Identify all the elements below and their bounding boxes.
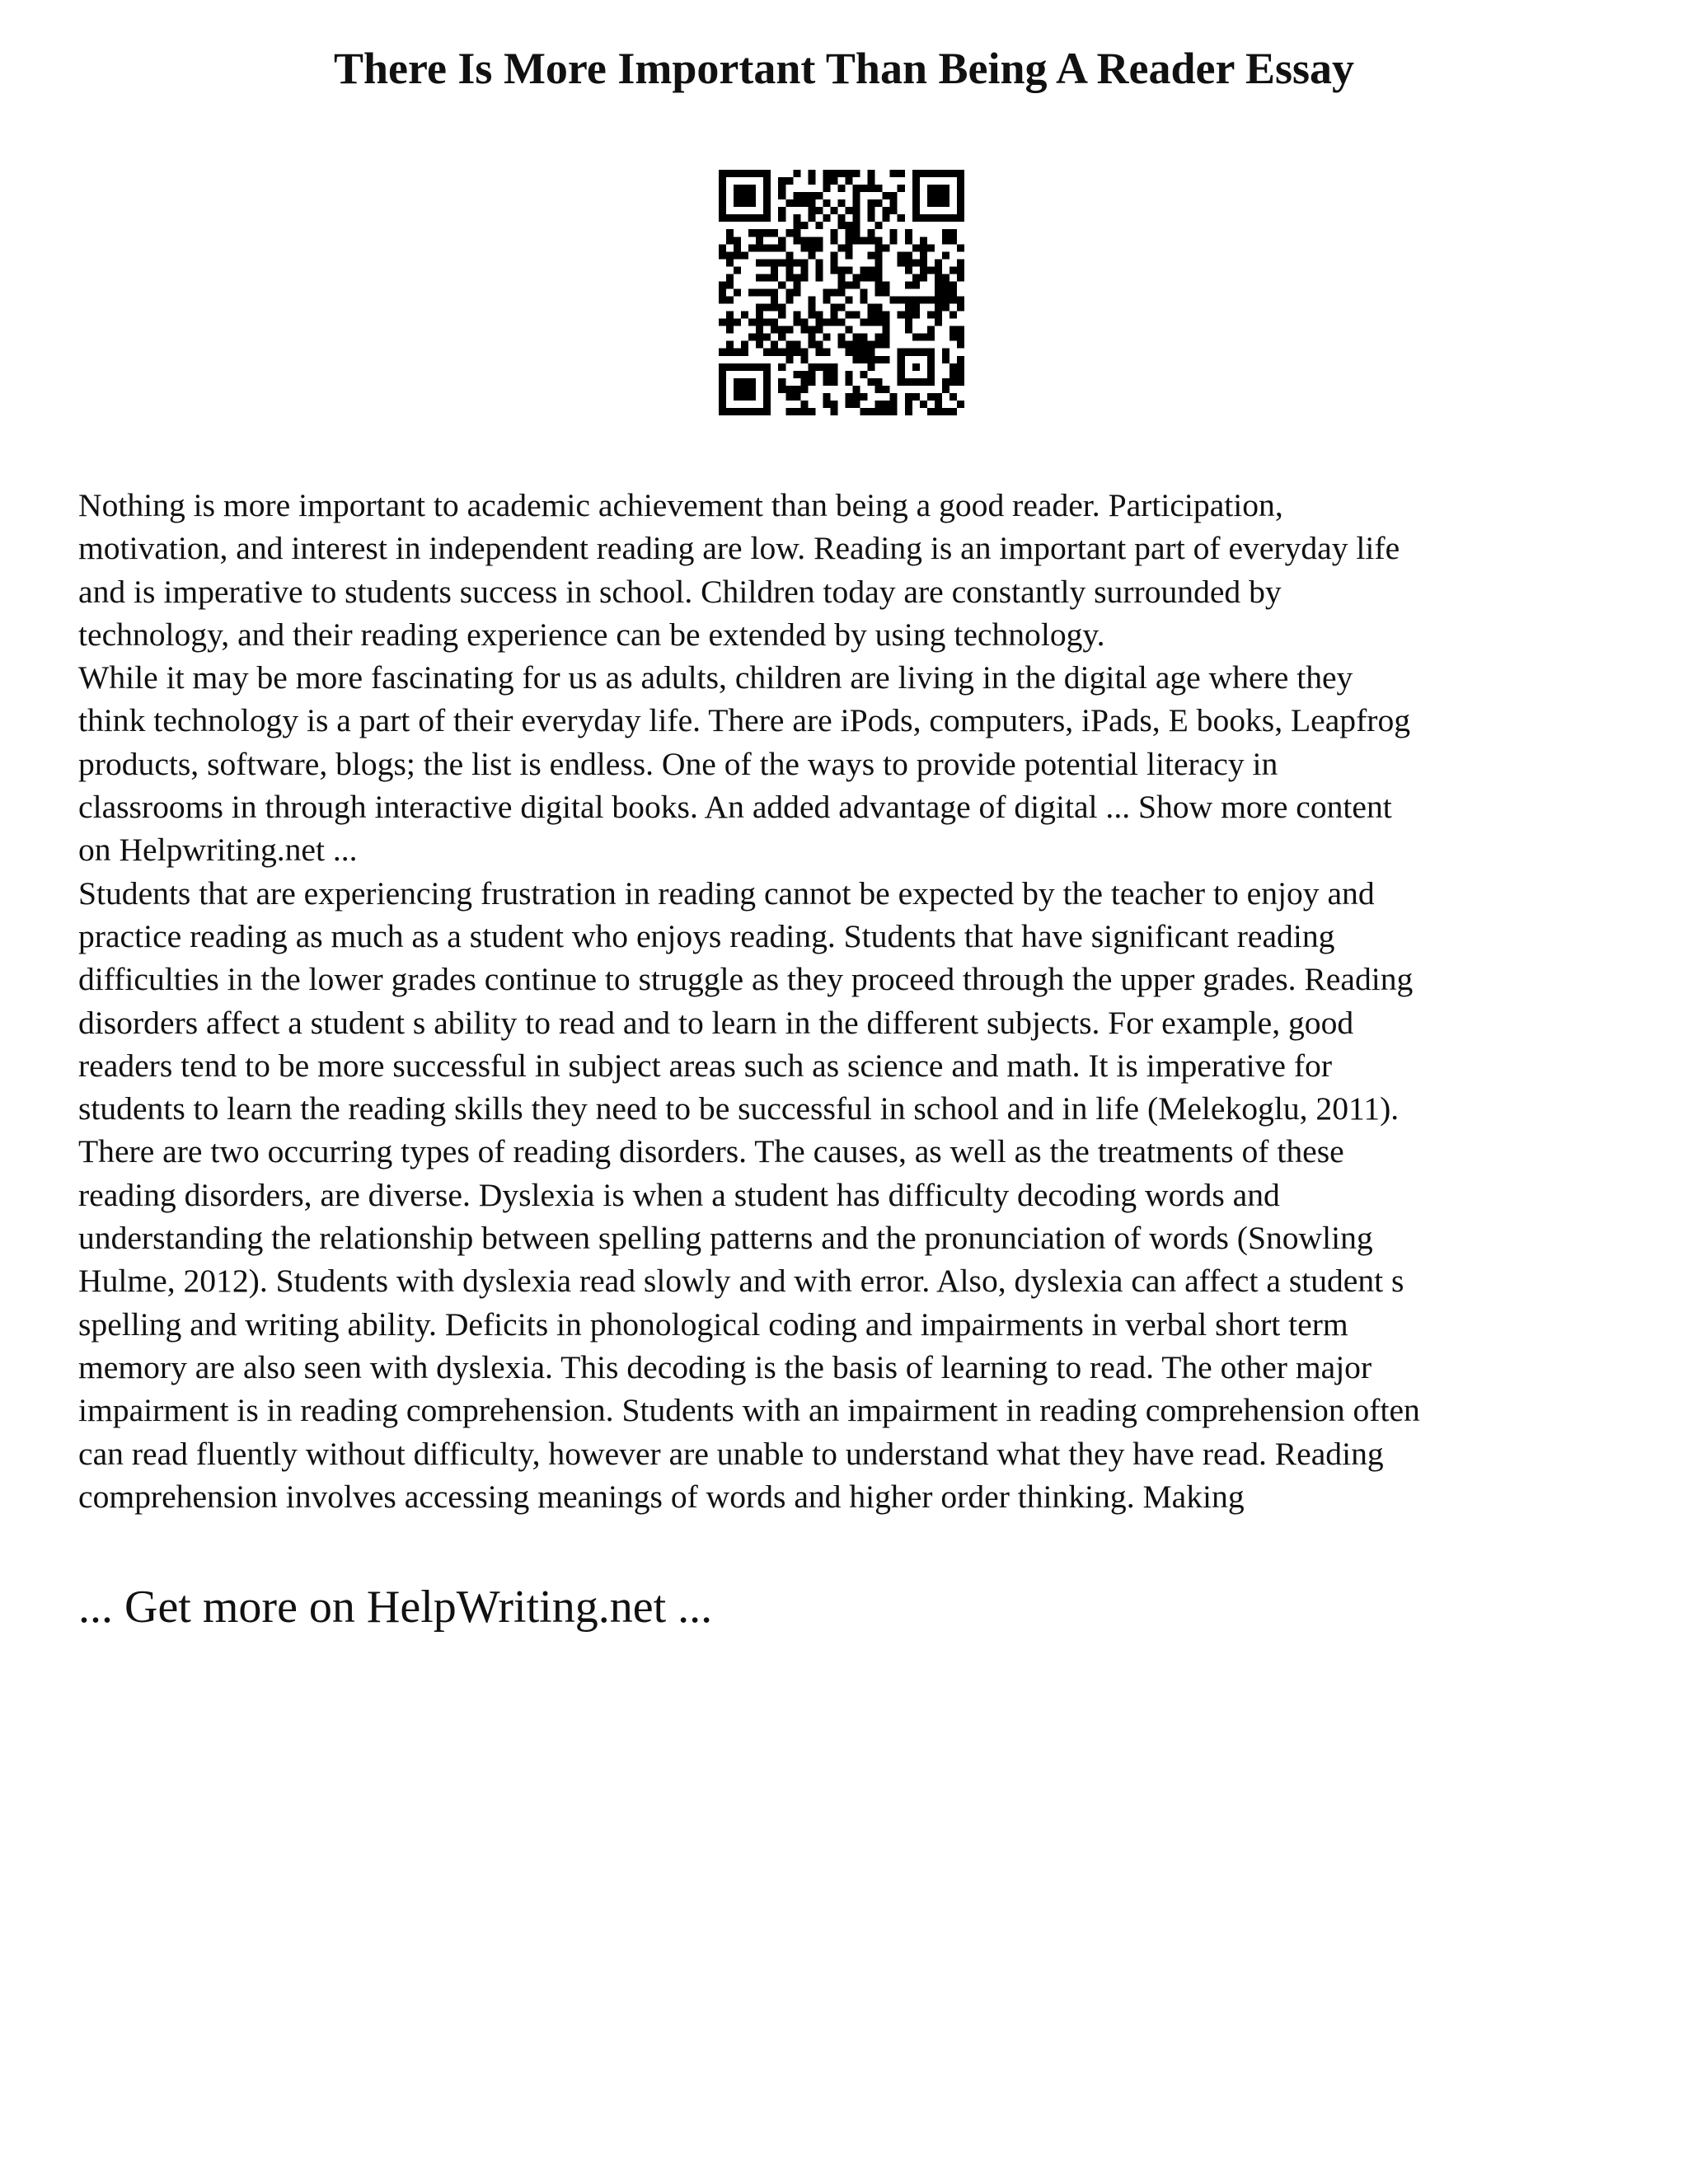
essay-line: Students that are experiencing frustration in reading cannot be expected by the teacher to enjoy and xyxy=(78,874,1375,912)
essay-body xyxy=(78,484,1628,1518)
essay-line: comprehension involves accessing meanings of words and higher order thinking. Making xyxy=(78,1478,1245,1515)
essay-line: think technology is a part of their everyday life. There are iPods, computers, iPads, E books, Leapfrog xyxy=(78,702,1411,739)
essay-line: While it may be more fascinating for us as adults, children are living in the digital age where they xyxy=(78,659,1353,696)
essay-line: and is imperative to students success in school. Children today are constantly surrounded by xyxy=(78,573,1282,610)
essay-line: classrooms in through interactive digital books. An added advantage of digital ... Show more content xyxy=(78,789,1392,826)
essay-line: technology, and their reading experience can be extended by using technology. xyxy=(78,616,1105,653)
get-more-link[interactable]: ... Get more on HelpWriting.net ... xyxy=(78,1582,713,1633)
essay-line: spelling and writing ability. Deficits in phonological coding and impairments in verbal short term xyxy=(78,1305,1348,1343)
essay-line: reading disorders, are diverse. Dyslexia is when a student has difficulty decoding words and xyxy=(78,1176,1280,1213)
essay-line: Hulme, 2012). Students with dyslexia read slowly and with error. Also, dyslexia can affect a student s xyxy=(78,1263,1404,1300)
essay-line: motivation, and interest in independent reading are low. Reading is an important part of everyday life xyxy=(78,530,1400,567)
essay-line: memory are also seen with dyslexia. This decoding is the basis of learning to read. The other major xyxy=(78,1348,1372,1385)
essay-line: disorders affect a student s ability to read and to learn in the different subjects. For example, good xyxy=(78,1004,1354,1041)
essay-line: products, software, blogs; the list is endless. One of the ways to provide potential literacy in xyxy=(78,745,1278,782)
essay-line: difficulties in the lower grades continue to struggle as they proceed through the upper grades. Reading xyxy=(78,961,1414,998)
essay-line: can read fluently without difficulty, however are unable to understand what they have read. Reading xyxy=(78,1435,1384,1472)
essay-line: practice reading as much as a student who enjoys reading. Students that have significant reading xyxy=(78,917,1335,954)
page-title: There Is More Important Than Being A Reader Essay xyxy=(333,44,1355,93)
essay-line: on Helpwriting.net ... xyxy=(78,832,358,869)
essay-line: readers tend to be more successful in subject areas such as science and math. It is imperative for xyxy=(78,1047,1332,1084)
essay-line: There are two occurring types of reading disorders. The causes, as well as the treatments of these xyxy=(78,1133,1344,1170)
qr-code-icon xyxy=(719,170,964,415)
essay-line: Nothing is more important to academic achievement than being a good reader. Participation, xyxy=(78,487,1283,523)
essay-line: impairment is in reading comprehension. Students with an impairment in reading comprehension often xyxy=(78,1392,1420,1429)
essay-line: students to learn the reading skills they need to be successful in school and in life (Melekoglu, 2011). xyxy=(78,1090,1400,1127)
essay-line: understanding the relationship between spelling patterns and the pronunciation of words (Snowling xyxy=(78,1220,1373,1257)
